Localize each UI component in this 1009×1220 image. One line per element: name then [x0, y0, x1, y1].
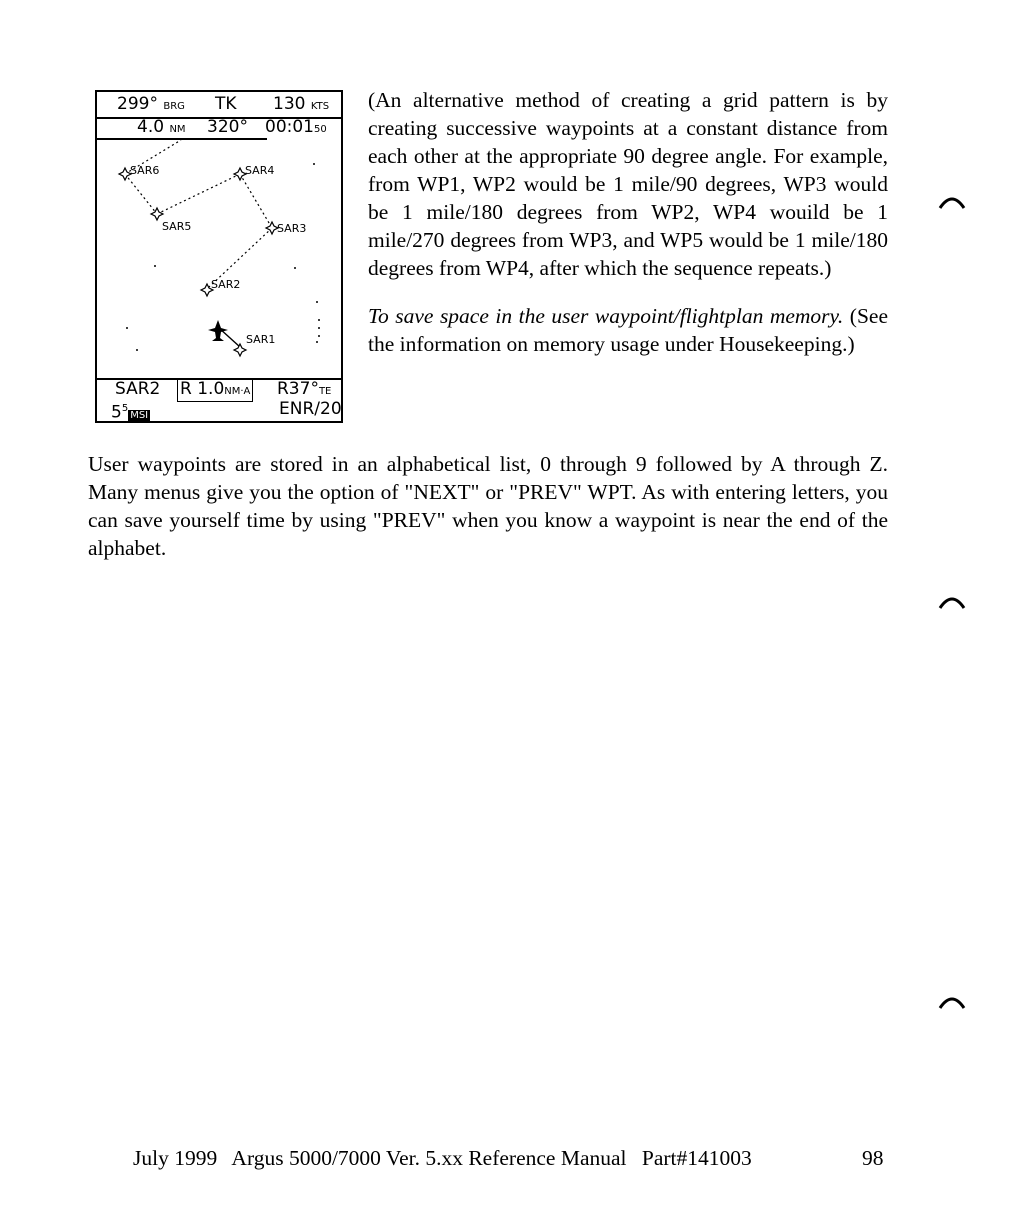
waypoint-label: SAR3 — [277, 222, 307, 235]
desired-track-readout: 320° — [207, 117, 248, 137]
distance-readout: 4.0 NM — [137, 117, 186, 137]
active-waypoint: SAR2 — [115, 379, 161, 399]
gps-display-figure — [95, 90, 343, 423]
track-label: TK — [215, 94, 237, 114]
alternative-method-paragraph: (An alternative method of creating a grid pattern is by creating successive waypoints at a constant distance from each other at the appropriate 90 degree angle. For example, from WP1, WP2 would be 1 mile/90 degrees, WP3 would be 1 mile/180 degrees from WP2, WP4 wouild be 1 mile/270 degrees from WP3, and WP5 would be 1 mile/180 degrees from WP4, after which the sequence repeats.) — [368, 88, 888, 280]
message-indicator: $5^5MSI$ — [111, 402, 149, 423]
waypoint-star-icon — [234, 344, 246, 356]
grid-leg — [240, 174, 272, 228]
binder-hole-mark — [938, 990, 968, 1010]
cross-track-readout: R 1.0NM·A — [177, 379, 253, 402]
right-text-column — [368, 86, 888, 358]
bearing-readout: 299° BRG — [117, 94, 185, 114]
waypoint-label: SAR1 — [246, 333, 276, 346]
memory-note-paragraph — [368, 302, 888, 358]
footer-date: July 1999 — [133, 1146, 218, 1170]
grid-leg — [125, 174, 157, 214]
user-waypoints-paragraph: User waypoints are stored in an alphabetical list, 0 through 9 followed by A through Z. Many menus give you the option of "NEXT" or "PREV" WPT. As with entering letters, you can save yourself time by using "PREV" when you know a waypoint is near the end of the alphabet. — [88, 452, 888, 560]
binder-hole-mark — [938, 590, 968, 610]
aircraft-icon — [208, 320, 228, 341]
waypoint-label: SAR5 — [162, 220, 192, 233]
binder-hole-mark — [938, 190, 968, 210]
memory-note-rest: (See the information on memory usage under Housekeeping.) — [368, 304, 889, 356]
msg-badge: MSI — [130, 409, 149, 421]
waypoint-label: SAR6 — [130, 164, 160, 177]
time-readout: 00:0150 — [265, 117, 327, 137]
page-footer — [133, 1146, 762, 1171]
moving-map — [97, 92, 341, 421]
waypoint-label: SAR2 — [211, 278, 241, 291]
memory-note-italic: To save space in the user waypoint/flightplan memory. — [368, 304, 844, 328]
grid-leg — [157, 174, 240, 214]
waypoint-star-icon — [151, 208, 163, 220]
page-number: 98 — [862, 1146, 884, 1170]
waypoint-label: SAR4 — [245, 164, 275, 177]
footer-part: Part#141003 — [641, 1146, 752, 1170]
speed-readout: 130 KTS — [273, 94, 330, 114]
mode-readout: ENR/20 — [279, 399, 342, 419]
radial-readout: R37°TE — [277, 379, 332, 399]
footer-title: Argus 5000/7000 Ver. 5.xx Reference Manual — [231, 1146, 627, 1170]
